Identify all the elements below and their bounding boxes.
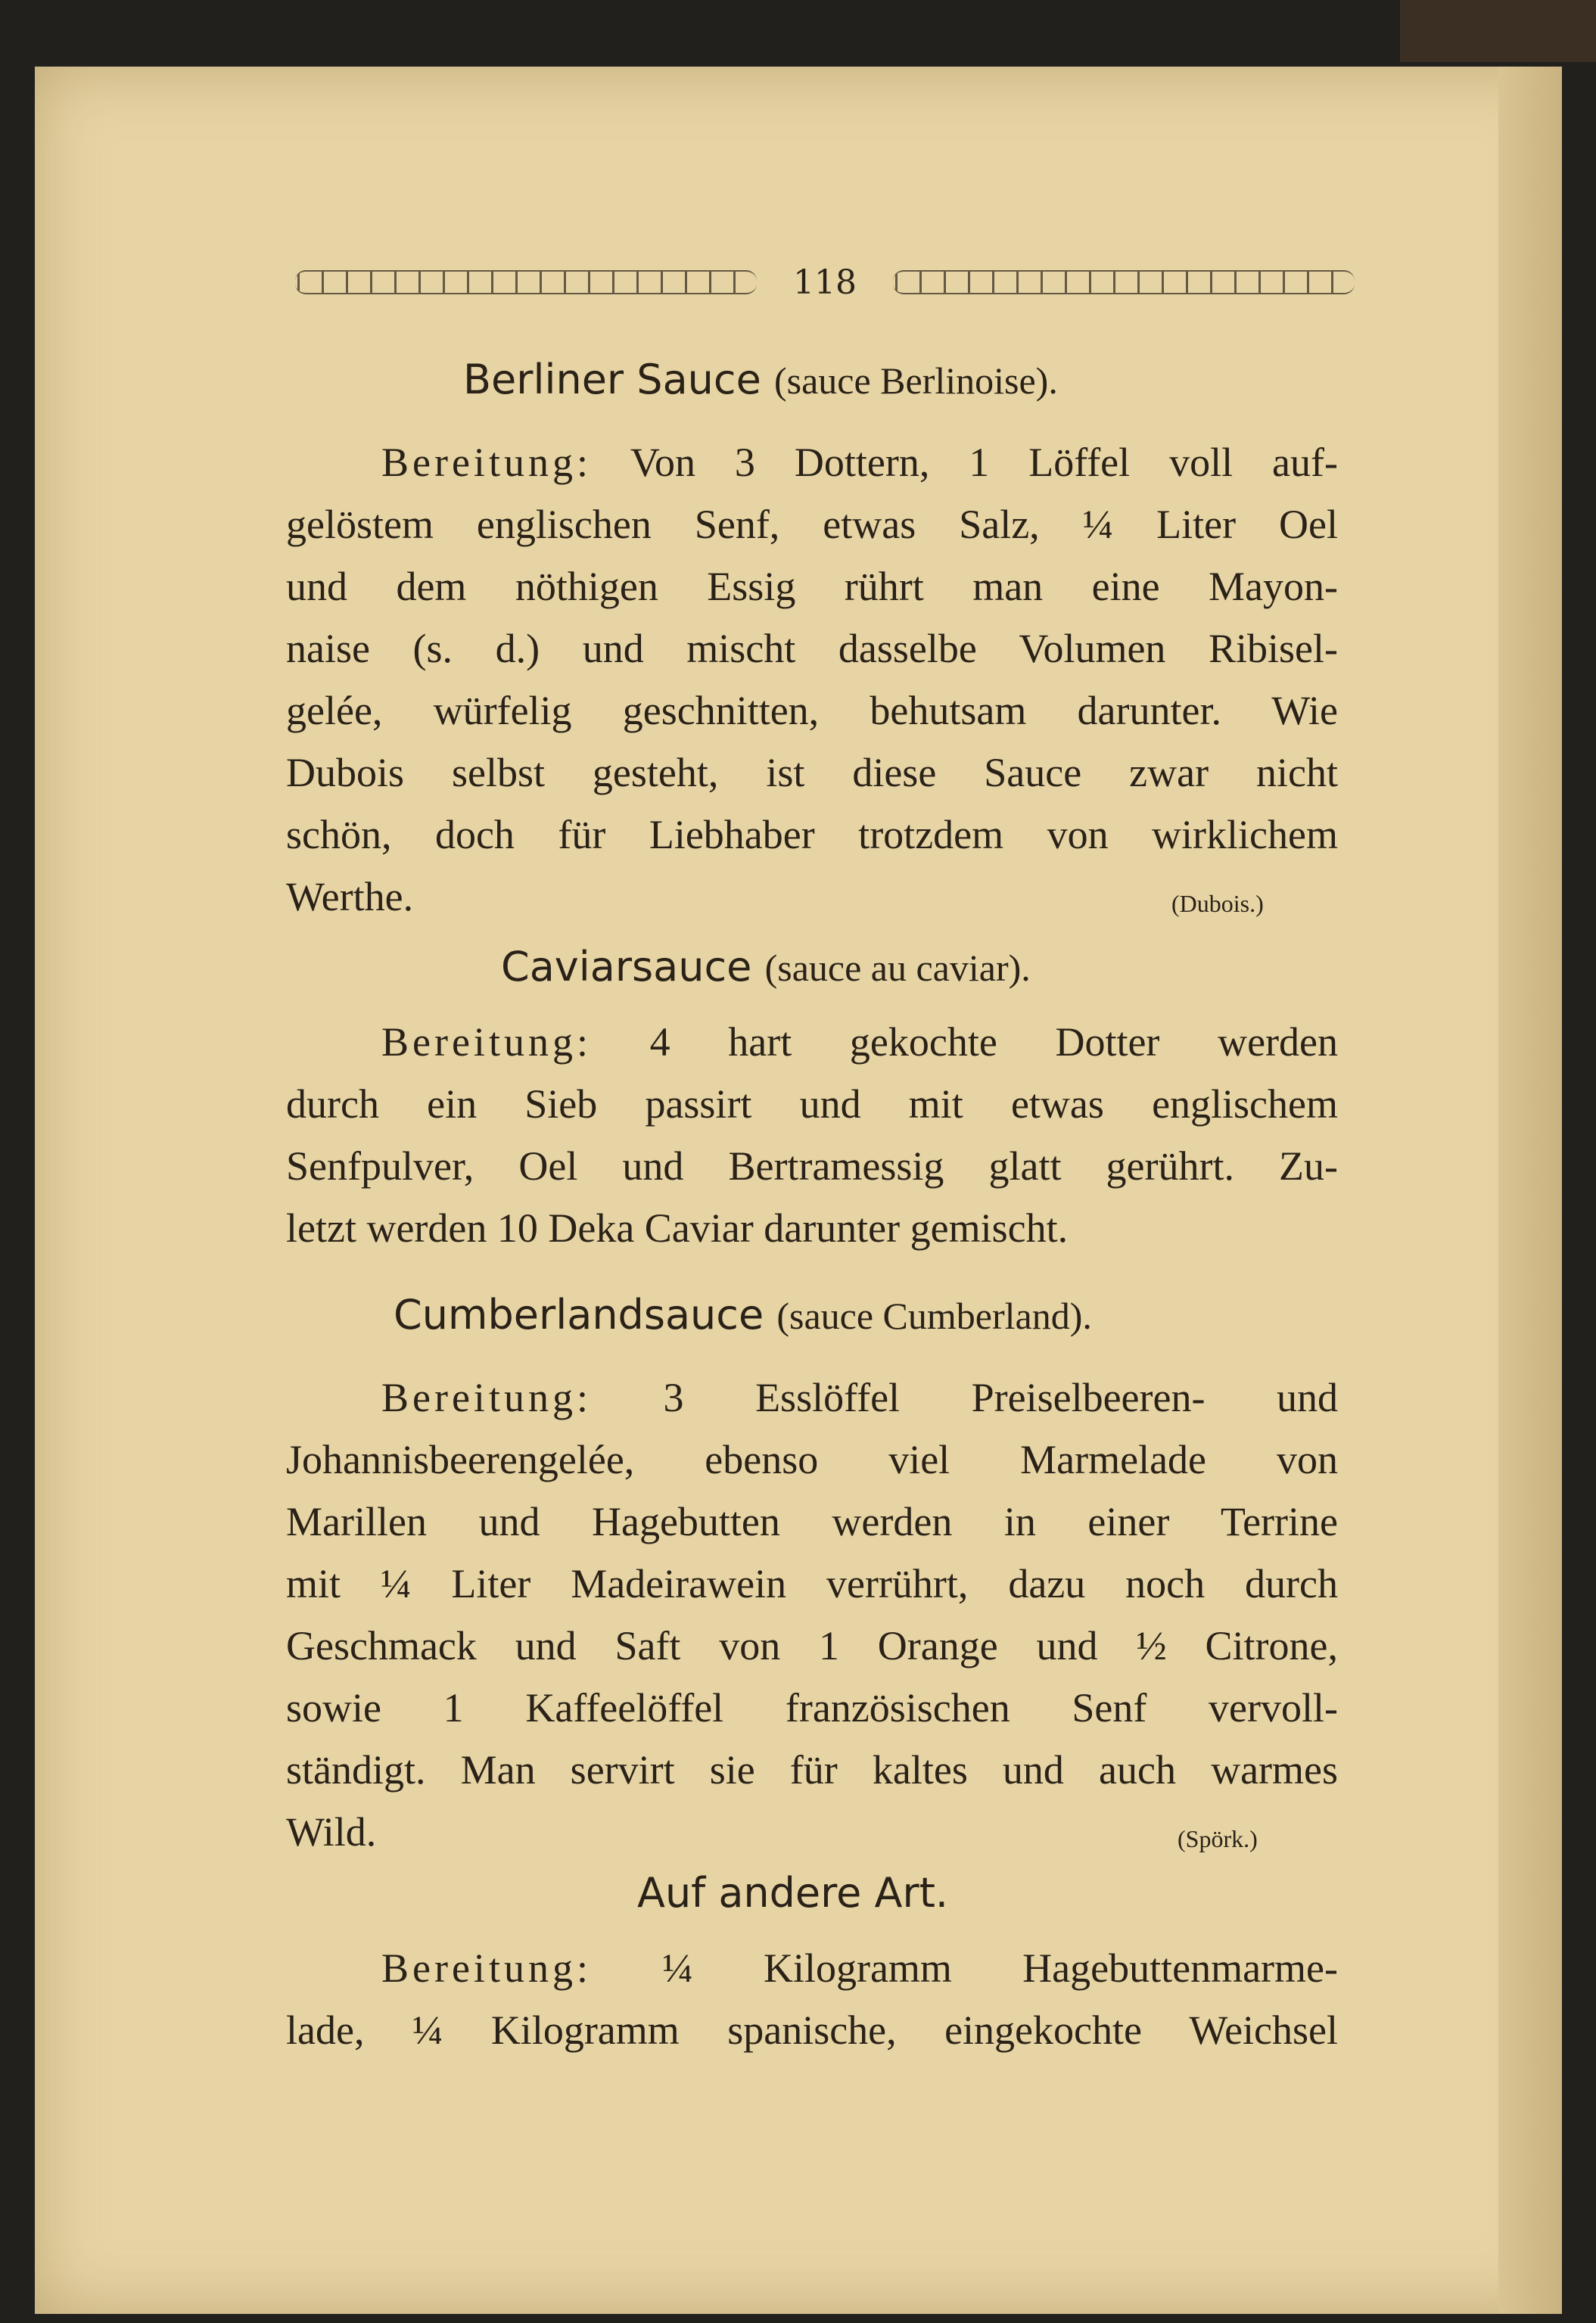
section-title-name: Auf andere Art. bbox=[637, 1869, 949, 1917]
source-citation: (Spörk.) bbox=[1178, 1825, 1258, 1852]
paragraph-line: sowie 1 Kaffeelöffel französischen Senf vervoll- bbox=[286, 1685, 1338, 1731]
section-title-name: Cumberlandsauce bbox=[394, 1291, 764, 1339]
preparation-label: Bereitung: bbox=[381, 440, 592, 485]
paragraph-line: Dubois selbst gesteht, ist diese Sauce zwar nicht bbox=[286, 750, 1338, 795]
paragraph-line: Bereitung: 3 Esslöffel Preiselbeeren- und bbox=[286, 1367, 1338, 1429]
section-title-name: Berliner Sauce bbox=[463, 356, 761, 403]
ornament-left-icon bbox=[295, 270, 757, 294]
section-title bbox=[394, 1291, 1092, 1339]
paragraph-line: naise (s. d.) und mischt dasselbe Volumen Ribisel- bbox=[286, 626, 1338, 671]
paragraph-line: durch ein Sieb passirt und mit etwas englischem bbox=[286, 1081, 1338, 1127]
section-title bbox=[637, 1869, 948, 1917]
paragraph-line: Werthe. bbox=[286, 874, 414, 919]
paragraph-line: gelöstem englischen Senf, etwas Salz, ¼ Liter Oel bbox=[286, 502, 1338, 547]
book-cover-corner bbox=[1400, 0, 1596, 62]
recipe-paragraph bbox=[286, 1011, 1338, 1259]
recipe-paragraph bbox=[286, 1367, 1338, 1863]
paragraph-line: Bereitung: 4 hart gekochte Dotter werden bbox=[286, 1011, 1338, 1073]
paragraph-line: gelée, würfelig geschnitten, behutsam darunter. Wie bbox=[286, 688, 1338, 733]
paragraph-line: Marillen und Hagebutten werden in einer Terrine bbox=[286, 1499, 1338, 1544]
paragraph-line: lade, ¼ Kilogramm spanische, eingekochte Weichsel bbox=[286, 2007, 1338, 2053]
paragraph-line: Wild. bbox=[286, 1809, 377, 1855]
source-citation: (Dubois.) bbox=[1171, 890, 1264, 917]
ornament-right-icon bbox=[893, 270, 1355, 294]
paragraph-line: Bereitung: Von 3 Dottern, 1 Löffel voll auf- bbox=[286, 431, 1338, 493]
paragraph-line: Bereitung: ¼ Kilogramm Hagebuttenmarme- bbox=[286, 1937, 1338, 1999]
section-title bbox=[463, 356, 1058, 403]
page-number: 118 bbox=[793, 263, 857, 302]
page-edge bbox=[1498, 67, 1562, 2314]
section-title-translation: (sauce Berlinoise). bbox=[773, 359, 1058, 402]
section-title-translation: (sauce Cumberland). bbox=[776, 1295, 1092, 1337]
paragraph-line: mit ¼ Liter Madeirawein verrührt, dazu noch durch bbox=[286, 1561, 1338, 1606]
section-title-name: Caviarsauce bbox=[501, 943, 752, 990]
section-title-translation: (sauce au caviar). bbox=[764, 947, 1031, 989]
paragraph-line: und dem nöthigen Essig rührt man eine Mayon- bbox=[286, 564, 1338, 609]
preparation-label: Bereitung: bbox=[381, 1375, 592, 1420]
preparation-label: Bereitung: bbox=[381, 1019, 592, 1065]
paragraph-line: Geschmack und Saft von 1 Orange und ½ Citrone, bbox=[286, 1623, 1338, 1668]
preparation-label: Bereitung: bbox=[381, 1945, 592, 1991]
section-title bbox=[501, 943, 1031, 990]
paragraph-line: Johannisbeerengelée, ebenso viel Marmelade von bbox=[286, 1437, 1338, 1482]
paragraph-line: letzt werden 10 Deka Caviar darunter gemischt. bbox=[286, 1205, 1069, 1251]
paragraph-line: ständigt. Man servirt sie für kaltes und auch warmes bbox=[286, 1747, 1338, 1793]
recipe-paragraph bbox=[286, 1937, 1338, 2061]
paragraph-line: schön, doch für Liebhaber trotzdem von wirklichem bbox=[286, 812, 1338, 857]
recipe-paragraph bbox=[286, 431, 1338, 928]
page-header bbox=[295, 263, 1355, 301]
paragraph-line: Senfpulver, Oel und Bertramessig glatt gerührt. Zu- bbox=[286, 1143, 1338, 1189]
